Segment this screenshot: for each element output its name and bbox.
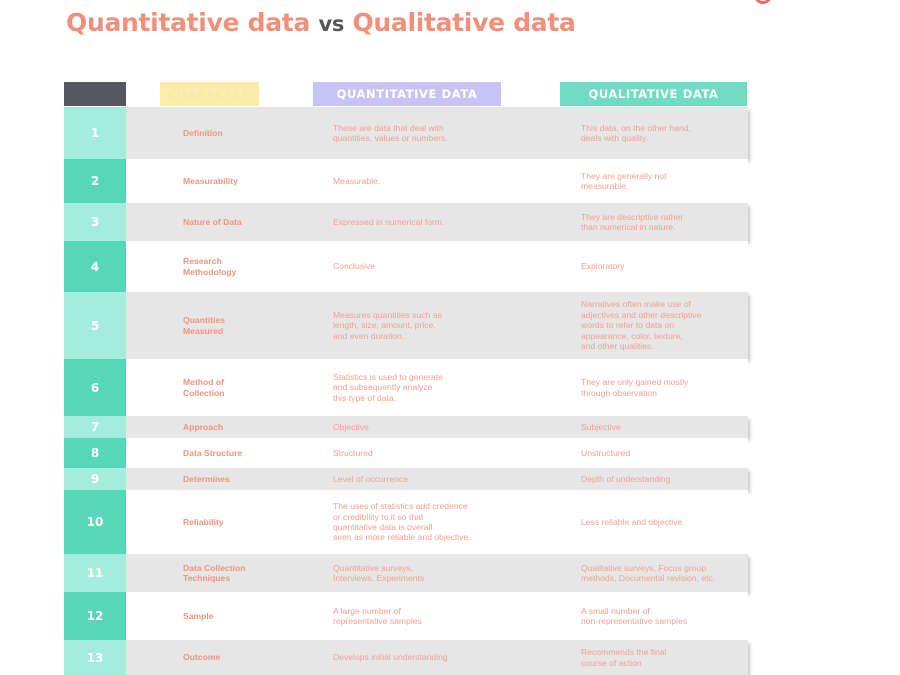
row-number: 8: [64, 438, 126, 468]
row-quantitative: The uses of statistics add credence or credibility to it so that quantitative data is overall seen as more reliable and objective.: [333, 501, 471, 543]
row-qualitative: Subjective: [581, 421, 621, 432]
row-character: Outcome: [183, 652, 221, 663]
row-character: Nature of Data: [183, 216, 242, 227]
row-character: Measurability: [183, 175, 238, 186]
row-character: Determines: [183, 473, 230, 484]
row-character: Data Structure: [183, 447, 243, 458]
row-qualitative: Exploratory: [581, 261, 625, 272]
row-qualitative: They are only gained mostly through observation: [581, 377, 689, 398]
row-quantitative: Statistics is used to generate and subsequently analyze this type of data.: [333, 371, 443, 403]
row-number: 13: [64, 640, 126, 675]
row-quantitative: Conclusive: [333, 261, 376, 272]
title-quantitative: Quantitative data: [66, 8, 311, 37]
row-number: 11: [64, 554, 126, 592]
row-quantitative: Objective: [333, 421, 369, 432]
row-quantitative: A large number of representative samples: [333, 605, 422, 626]
row-qualitative: Recommends the final course of action: [581, 647, 667, 668]
header-character: CHARACTER: [160, 82, 259, 106]
row-number: 12: [64, 592, 126, 640]
row-quantitative: These are data that deal with quantities, values or numbers.: [333, 122, 448, 143]
row-number: 2: [64, 159, 126, 203]
row-quantitative: Quantitative surveys, Interviews, Experiments: [333, 562, 425, 583]
row-character: Method of Collection: [183, 377, 225, 398]
row-number: 10: [64, 490, 126, 554]
row-number: 7: [64, 416, 126, 438]
row-character: Definition: [183, 127, 223, 138]
row-qualitative: They are descriptive rather than numerical in nature.: [581, 211, 684, 232]
row-quantitative: Structured: [333, 447, 373, 458]
logo-ring-icon: [754, 0, 772, 4]
row-number: 9: [64, 468, 126, 490]
page-title: [66, 8, 576, 37]
row-qualitative: Narratives often make use of adjectives and other descriptive words to refer to data on appearance, color, texture, and other qualities.: [581, 299, 702, 352]
row-qualitative: A small number of non-representative samples: [581, 605, 688, 626]
row-number: 6: [64, 359, 126, 416]
row-character: Reliability: [183, 516, 224, 527]
row-number: 3: [64, 203, 126, 241]
row-number: 1: [64, 107, 126, 159]
row-qualitative: Unstructured: [581, 447, 631, 458]
row-character: Approach: [183, 421, 224, 432]
row-qualitative: Depth of understanding: [581, 473, 671, 484]
row-quantitative: Level of occurrence: [333, 473, 408, 484]
row-character: Research Methodology: [183, 256, 237, 277]
row-quantitative: Measures quantities such as length, size, amount, price, and even duration.: [333, 309, 442, 341]
header-quantitative: QUANTITATIVE DATA: [313, 82, 501, 106]
title-vs: vs: [318, 12, 345, 36]
header-qualitative: QUALITATIVE DATA: [560, 82, 747, 106]
row-quantitative: Expressed in numerical form.: [333, 216, 445, 227]
row-quantitative: Measurable.: [333, 175, 381, 186]
row-qualitative: They are generally not measurable.: [581, 170, 667, 191]
row-character: Quantities Measured: [183, 315, 226, 336]
row-qualitative: Less reliable and objective.: [581, 516, 685, 527]
title-qualitative: Qualitative data: [352, 8, 576, 37]
row-number: 4: [64, 241, 126, 292]
row-character: Sample: [183, 610, 214, 621]
row-quantitative: Develops initial understanding: [333, 652, 448, 663]
row-character: Data Collection Techniques: [183, 562, 246, 583]
row-number: 5: [64, 292, 126, 359]
header-number: [64, 82, 126, 106]
row-qualitative: This data, on the other hand, deals with quality.: [581, 122, 691, 143]
row-qualitative: Qualitative surveys, Focus group methods, Documental revision, etc.: [581, 562, 716, 583]
